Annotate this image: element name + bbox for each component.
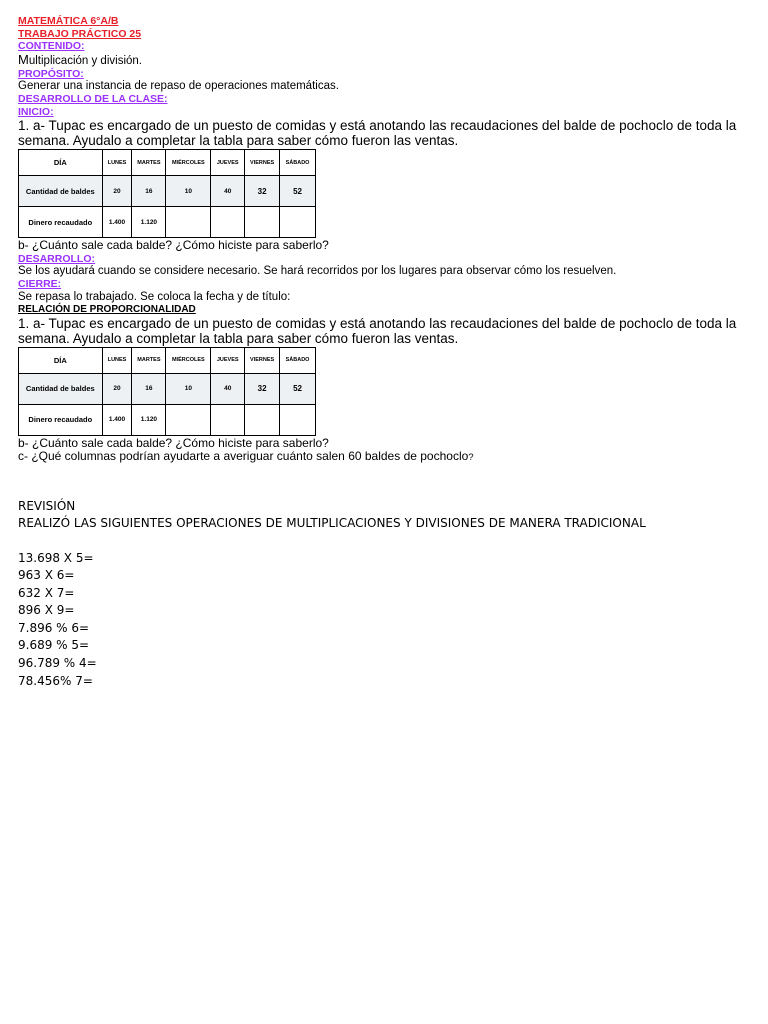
- table-cell[interactable]: [280, 404, 316, 435]
- work-title: TRABAJO PRÁCTICO 25: [18, 27, 142, 40]
- table-row-baldes: [19, 176, 316, 207]
- table-cell: MIÉRCOLES: [166, 347, 211, 373]
- table-cell[interactable]: [211, 404, 245, 435]
- subject-title: MATEMÁTICA 6°A/B: [18, 15, 119, 27]
- table-cell: 52: [280, 373, 316, 404]
- document-page: [18, 15, 748, 690]
- table-cell: 1.120: [132, 207, 166, 238]
- cierre-title: RELACIÓN DE PROPORCIONALIDAD: [18, 303, 196, 315]
- revision-title: REVISIÓN: [18, 498, 76, 513]
- table-cell: MIÉRCOLES: [166, 150, 211, 176]
- proposito-label: PROPÓSITO:: [18, 67, 84, 80]
- table-cell: SÁBADO: [280, 347, 316, 373]
- table-cell[interactable]: [245, 207, 280, 238]
- table-header-row: [19, 150, 316, 176]
- table-cell: DÍA: [19, 150, 103, 176]
- table-cell: MARTES: [132, 150, 166, 176]
- table-cell: 1.120: [132, 404, 166, 435]
- proposito-text: Generar una instancia de repaso de operaciones matemáticas.: [18, 80, 339, 92]
- desarrollo-clase-label: DESARROLLO DE LA CLASE:: [18, 93, 168, 105]
- desarrollo-text: Se los ayudará cuando se considere necesario. Se hará recorridos por los lugares para observar cómo los resuelven.: [18, 265, 617, 277]
- table-cell: 32: [245, 373, 280, 404]
- question-1a-repeat: 1. a- Tupac es encargado de un puesto de comidas y está anotando las recaudaciones del balde de pochoclo de toda la semana. Ayudalo a completar la tabla para saber cómo fueron las ventas.: [18, 315, 737, 346]
- contenido-text: [18, 53, 748, 68]
- table-cell[interactable]: [166, 404, 211, 435]
- table-cell: 40: [211, 176, 245, 207]
- table-row-dinero: [19, 207, 316, 238]
- table-cell: 16: [132, 176, 166, 207]
- question-1b: b- ¿Cuánto sale cada balde? ¿Cómo hiciste para saberlo?: [18, 238, 329, 252]
- table-cell: JUEVES: [211, 150, 245, 176]
- table-cell: SÁBADO: [280, 150, 316, 176]
- operations-list: [18, 550, 748, 691]
- table-cell[interactable]: [280, 207, 316, 238]
- table-cell[interactable]: [166, 207, 211, 238]
- table-cell: DÍA: [19, 347, 103, 373]
- table-cell: VIERNES: [245, 347, 280, 373]
- table-cell: 10: [166, 176, 211, 207]
- table-cell: 52: [280, 176, 316, 207]
- question-1c: [18, 450, 748, 465]
- table-row-dinero: [19, 404, 316, 435]
- contenido-initial: M: [18, 51, 29, 67]
- table-cell: JUEVES: [211, 347, 245, 373]
- table-cell: 40: [211, 373, 245, 404]
- cierre-label: CIERRE:: [18, 278, 62, 290]
- inicio-label: INICIO:: [18, 105, 54, 118]
- table-cell: 1.400: [102, 404, 132, 435]
- table-cell: VIERNES: [245, 150, 280, 176]
- table-cell: 1.400: [102, 207, 132, 238]
- operation-item: 632 X 7=: [18, 585, 75, 600]
- contenido-rest: ultiplicación y división.: [28, 54, 142, 67]
- desarrollo-label: DESARROLLO:: [18, 252, 95, 265]
- table-cell: 20: [102, 176, 132, 207]
- operation-item: 13.698 X 5=: [18, 550, 94, 565]
- question-1c-mark: ?: [468, 452, 474, 463]
- sales-table: [18, 149, 316, 238]
- table-cell[interactable]: [245, 404, 280, 435]
- table-cell: Cantidad de baldes: [19, 373, 103, 404]
- operation-item: 9.689 % 5=: [18, 638, 90, 653]
- operation-item: 963 X 6=: [18, 568, 75, 583]
- question-1b-repeat: b- ¿Cuánto sale cada balde? ¿Cómo hiciste para saberlo?: [18, 435, 329, 450]
- table-cell: 10: [166, 373, 211, 404]
- table-cell: LUNES: [102, 150, 132, 176]
- cierre-text: Se repasa lo trabajado. Se coloca la fecha y de título:: [18, 290, 291, 303]
- operation-item: 896 X 9=: [18, 603, 75, 618]
- table-cell: Cantidad de baldes: [19, 176, 103, 207]
- table-cell: 32: [245, 176, 280, 207]
- table-header-row: [19, 347, 316, 373]
- question-1c-main: c- ¿Qué columnas podrían ayudarte a averiguar cuánto salen 60 baldes de pochoclo: [18, 449, 469, 463]
- question-1a: 1. a- Tupac es encargado de un puesto de comidas y está anotando las recaudaciones del balde de pochoclo de toda la semana. Ayudalo a completar la tabla para saber cómo fueron las ventas.: [18, 118, 737, 148]
- table-cell: Dinero recaudado: [19, 207, 103, 238]
- operation-item: 96.789 % 4=: [18, 656, 97, 671]
- operation-item: 78.456% 7=: [18, 673, 93, 688]
- revision-instruction: REALIZÓ LAS SIGUIENTES OPERACIONES DE MULTIPLICACIONES Y DIVISIONES DE MANERA TRADICIONAL: [18, 516, 646, 530]
- table-cell: Dinero recaudado: [19, 404, 103, 435]
- operation-item: 7.896 % 6=: [18, 620, 90, 635]
- table-cell: 16: [132, 373, 166, 404]
- contenido-label: CONTENIDO:: [18, 40, 85, 52]
- table-cell: LUNES: [102, 347, 132, 373]
- sales-table-repeat: [18, 347, 316, 436]
- table-cell: 20: [102, 373, 132, 404]
- table-cell: MARTES: [132, 347, 166, 373]
- table-row-baldes: [19, 373, 316, 404]
- table-cell[interactable]: [211, 207, 245, 238]
